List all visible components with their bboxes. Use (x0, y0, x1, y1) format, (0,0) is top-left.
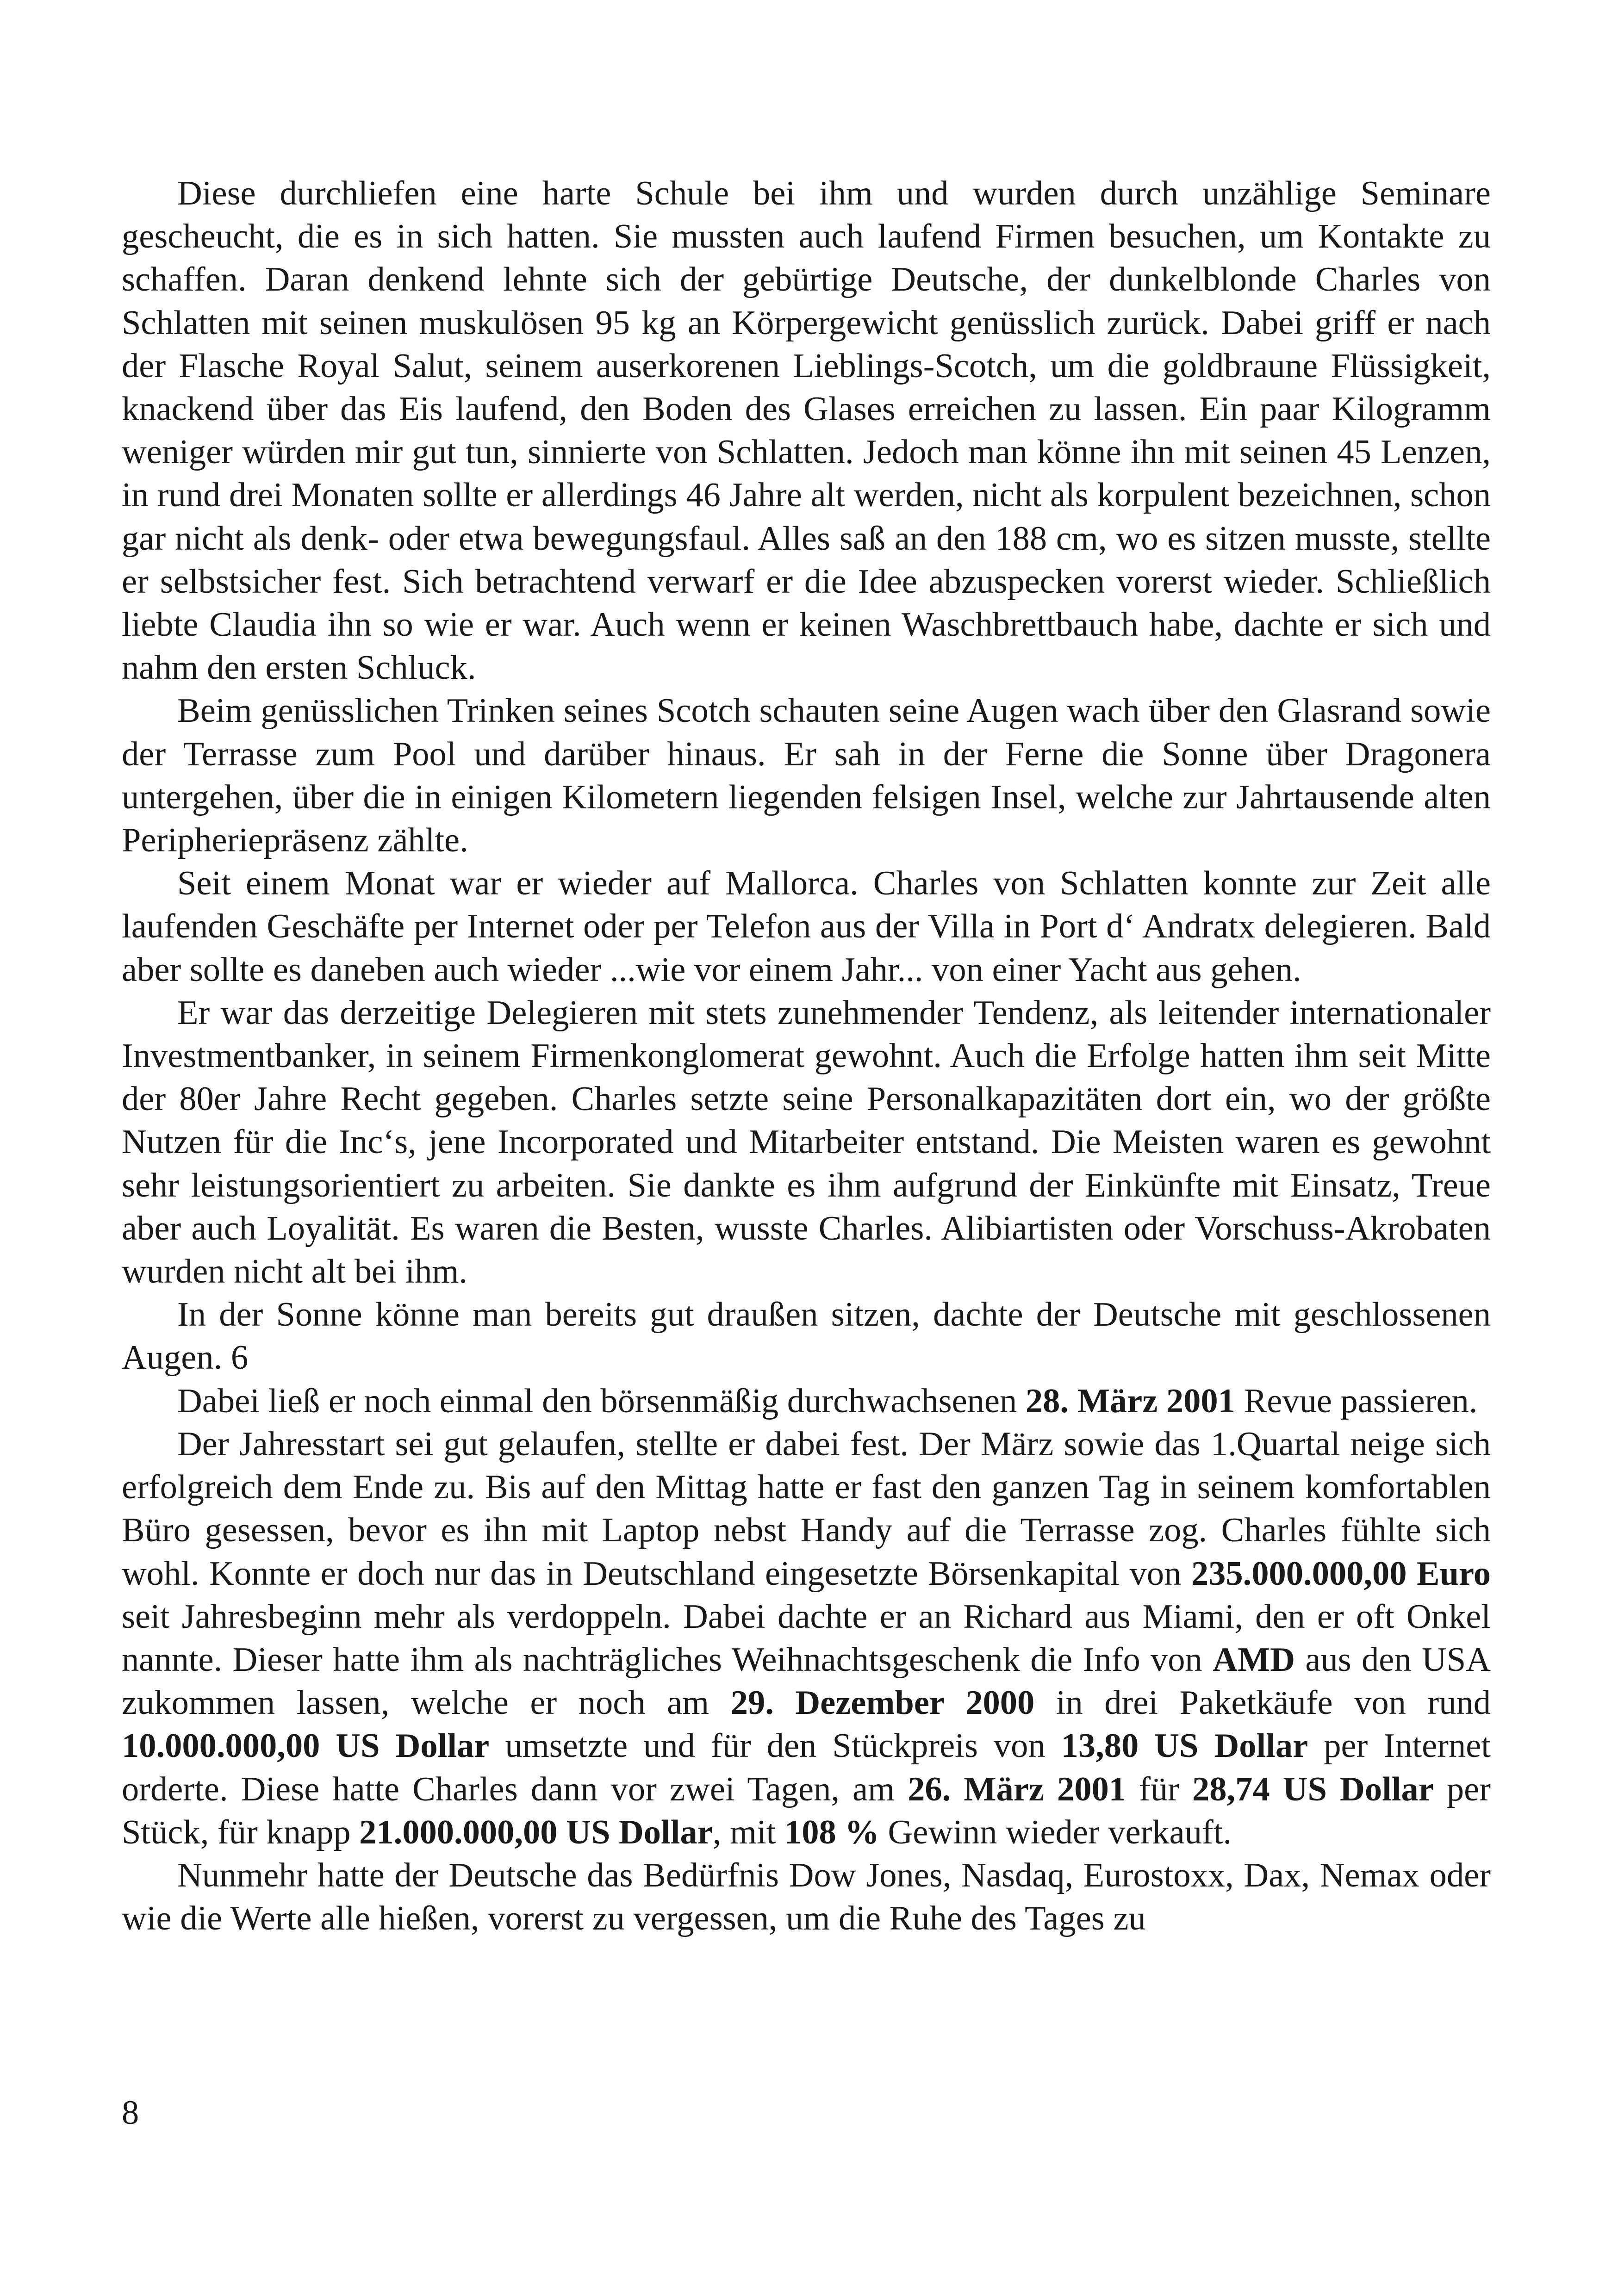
bold-text: 10.000.000,00 US Dollar (122, 1727, 490, 1765)
paragraph (122, 862, 1491, 992)
text-run: Nunmehr hatte der Deutsche das Bedürfnis Dow Jones, Nasdaq, Eurostoxx, Dax, Nemax oder wie die Werte alle hießen, vorerst zu vergessen, um die Ruhe des Tages zu (122, 1856, 1491, 1938)
text-run: Er war das derzeitige Delegieren mit stets zunehmender Tendenz, als leitender internationaler Investmentbanker, in seinem Firmenkonglomerat gewohnt. Auch die Erfolge hatten ihm seit Mitte der 80er Jahre Recht gegeben. Charles setzte seine Personalkapazitäten dort ein, wo der größte Nutzen für die Inc‘s, jene Incorporated und Mitarbeiter entstand. Die Meisten waren es gewohnt sehr leistungsorientiert zu arbeiten. Sie dankte es ihm aufgrund der Einkünfte mit Einsatz, Treue aber auch Loyalität. Es waren die Besten, wusste Charles. Alibiartisten oder Vorschuss-Akrobaten wurden nicht alt bei ihm. (122, 993, 1491, 1291)
text-run: in drei Paketkäufe von rund (1034, 1684, 1491, 1722)
bold-text: 21.000.000,00 US Dollar (359, 1813, 713, 1851)
bold-text: 235.000.000,00 Euro (1191, 1554, 1491, 1593)
text-run: für (1126, 1770, 1193, 1808)
text-run: Beim genüsslichen Trinken seines Scotch schauten seine Augen wach über den Glasrand sowie der Terrasse zum Pool und darüber hinaus. Er sah in der Ferne die Sonne über Dragonera untergehen, über die in einigen Kilometern liegenden felsigen Insel, welche zur Jahrtausende alten Peripheriepräsenz zählte. (122, 692, 1491, 860)
text-run: Diese durchliefen eine harte Schule bei ihm und wurden durch unzählige Seminare gescheucht, die es in sich hatten. Sie mussten auch laufend Firmen besuchen, um Kontakte zu schaffen. Daran denkend lehnte sich der gebürtige Deutsche, der dunkelblonde Charles von Schlatten mit seinen muskulösen 95 kg an Körpergewicht genüsslich zurück. Dabei griff er nach der Flasche Royal Salut, seinem auserkorenen Lieblings-Scotch, um die goldbraune Flüssigkeit, knackend über das Eis laufend, den Boden des Glases erreichen zu lassen. Ein paar Kilogramm weniger würden mir gut tun, sinnierte von Schlatten. Jedoch man könne ihn mit seinen 45 Lenzen, in rund drei Monaten sollte er allerdings 46 Jahre alt werden, nicht als korpulent bezeichnen, schon gar nicht als denk- oder etwa bewegungsfaul. Alles saß an den 188 cm, wo es sitzen musste, stellte er selbstsicher fest. Sich betrachtend verwarf er die Idee abzuspecken vorerst wieder. Schließlich liebte Claudia ihn so wie er war. Auch wenn er keinen Waschbrettbauch habe, dachte er sich und nahm den ersten Schluck. (122, 174, 1491, 687)
text-run: Gewinn wieder verkauft. (879, 1813, 1232, 1851)
paragraph (122, 1293, 1491, 1379)
text-run: Der Jahresstart sei gut gelaufen, stellte er dabei fest. Der März sowie das 1.Quartal neige sich erfolgreich dem Ende zu. Bis auf den Mittag hatte er fast den ganzen Tag in seinem komfortablen Büro gesessen, bevor es ihn mit Laptop nebst Handy auf die Terrasse zog. Charles fühlte sich wohl. Konnte er doch nur das in Deutschland eingesetzte Börsenkapital von (122, 1425, 1491, 1593)
text-run: aus den USA zukommen lassen, welche er noch am (122, 1640, 1491, 1722)
body-text (122, 172, 1491, 1940)
paragraph (122, 1380, 1491, 1423)
text-run: per Internet orderte. Diese hatte Charles dann vor zwei Tagen, am (122, 1727, 1491, 1808)
paragraph (122, 689, 1491, 862)
bold-text: 108 % (784, 1813, 879, 1851)
paragraph (122, 172, 1491, 689)
bold-text: 13,80 US Dollar (1061, 1727, 1308, 1765)
text-run: per Stück, für knapp (122, 1770, 1491, 1851)
paragraph (122, 992, 1491, 1293)
bold-text: 28,74 US Dollar (1192, 1770, 1434, 1808)
text-run: In der Sonne könne man bereits gut draußen sitzen, dachte der Deutsche mit geschlossenen Augen. 6 (122, 1296, 1491, 1377)
text-run: umsetzte und für den Stückpreis von (489, 1727, 1061, 1765)
text-run: seit Jahresbeginn mehr als verdoppeln. Dabei dachte er an Richard aus Miami, den er oft Onkel nannte. Dieser hatte ihm als nachträgliches Weihnachtsgeschenk die Info von (122, 1597, 1491, 1679)
bold-text: AMD (1213, 1640, 1295, 1679)
text-run: Seit einem Monat war er wieder auf Mallorca. Charles von Schlatten konnte zur Zeit alle laufenden Geschäfte per Internet oder per Telefon aus der Villa in Port d‘ Andratx delegieren. Bald aber sollte es daneben auch wieder ...wie vor einem Jahr... von einer Yacht aus gehen. (122, 864, 1491, 989)
bold-text: 26. März 2001 (908, 1770, 1126, 1808)
bold-text: 28. März 2001 (1025, 1382, 1235, 1420)
paragraph (122, 1854, 1491, 1940)
text-run: Revue passieren. (1235, 1382, 1478, 1420)
bold-text: 29. Dezember 2000 (730, 1684, 1035, 1722)
text-run: , mit (712, 1813, 784, 1851)
page-number: 8 (122, 2094, 139, 2132)
paragraph (122, 1423, 1491, 1854)
text-run: Dabei ließ er noch einmal den börsenmäßig durchwachsenen (177, 1382, 1026, 1420)
